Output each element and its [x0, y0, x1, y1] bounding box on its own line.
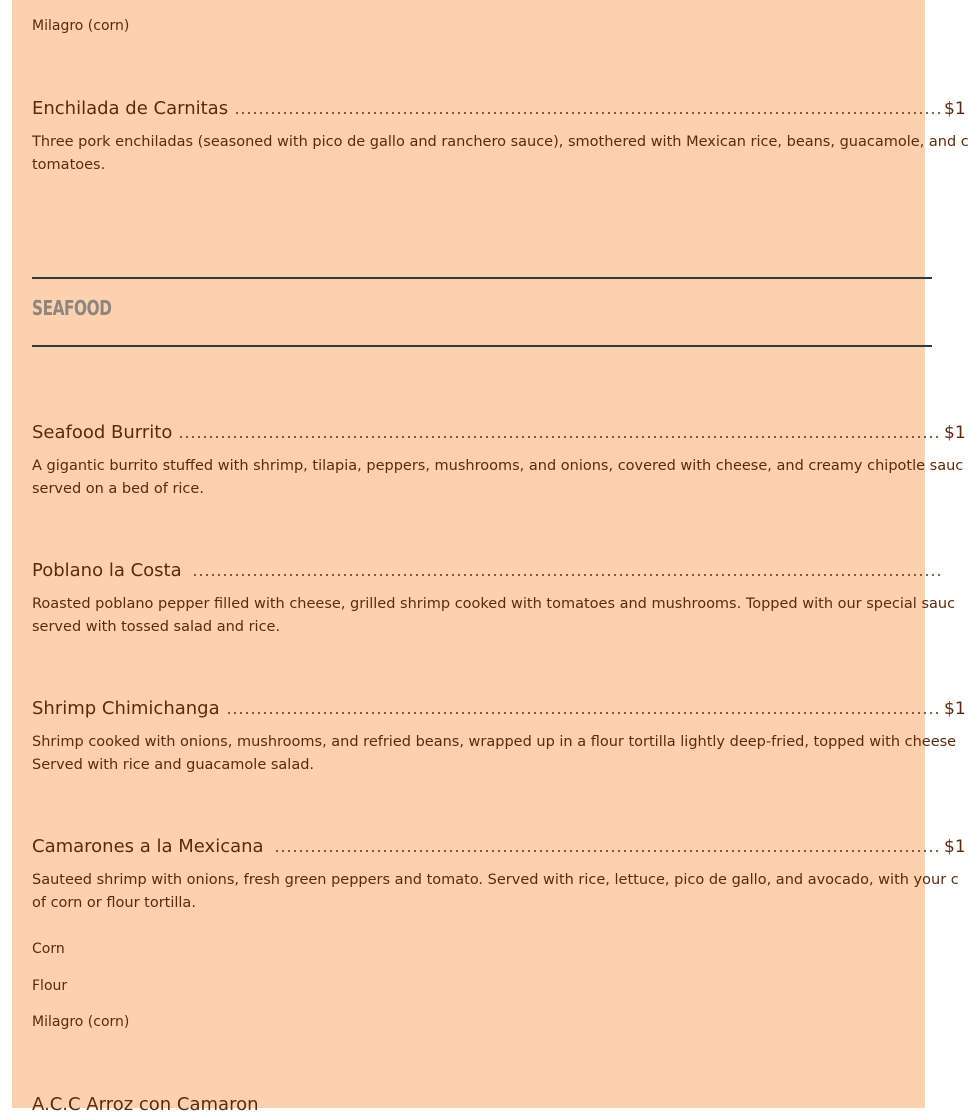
menu-item-camarones-a-la-mexicana	[32, 832, 966, 858]
description-line: Sauteed shrimp with onions, fresh green peppers and tomato. Served with rice, lettuce, pico de gallo, and avocado, with your c	[32, 872, 959, 888]
menu-item-description	[32, 593, 956, 639]
option-tag-milagro-corn: Milagro (corn)	[32, 1014, 130, 1030]
menu-page	[12, 0, 969, 1115]
menu-item-shrimp-chimichanga	[32, 694, 966, 720]
menu-item-description	[32, 731, 957, 777]
menu-item-price: $1	[944, 699, 966, 719]
section-title: SEAFOOD	[32, 296, 112, 320]
menu-item-title: Poblano la Costa	[32, 560, 182, 581]
menu-item-description	[32, 869, 959, 915]
description-line: served on a bed of rice.	[32, 481, 204, 497]
menu-item-title: Shrimp Chimichanga	[32, 698, 220, 719]
menu-item-title: Enchilada de Carnitas	[32, 98, 229, 119]
description-line: tomatoes.	[32, 157, 106, 173]
description-line: Shrimp cooked with onions, mushrooms, and refried beans, wrapped up in a flour tortilla lightly deep-fried, topped with cheese	[32, 734, 957, 750]
dot-leader	[234, 111, 940, 115]
option-tag-flour: Flour	[32, 978, 68, 994]
menu-item-acc-arroz-con-camaron	[32, 1090, 962, 1116]
option-tag-milagro-corn: Milagro (corn)	[32, 18, 130, 34]
description-line: Served with rice and guacamole salad.	[32, 757, 315, 773]
menu-item-price: $1	[944, 99, 966, 119]
section-rule-bottom	[32, 345, 932, 347]
section-rule-top	[32, 277, 932, 279]
description-line: Roasted poblano pepper filled with cheese, grilled shrimp cooked with tomatoes and mushrooms. Topped with our special sauc	[32, 596, 956, 612]
dot-leader	[226, 711, 940, 715]
dot-leader	[192, 573, 940, 577]
menu-item-description	[32, 455, 964, 501]
description-line: of corn or flour tortilla.	[32, 895, 196, 911]
menu-item-seafood-burrito	[32, 418, 966, 444]
menu-item-description	[32, 131, 969, 177]
menu-item-price: $1	[944, 423, 966, 443]
description-line: served with tossed salad and rice.	[32, 619, 281, 635]
dot-leader	[178, 435, 940, 439]
description-line: A gigantic burrito stuffed with shrimp, tilapia, peppers, mushrooms, and onions, covered with cheese, and creamy chipotle sauc	[32, 458, 964, 474]
option-tag-corn: Corn	[32, 941, 65, 957]
menu-item-title: A.C.C Arroz con Camaron	[32, 1094, 259, 1115]
menu-item-title: Camarones a la Mexicana	[32, 836, 264, 857]
description-line: Three pork enchiladas (seasoned with pico de gallo and ranchero sauce), smothered with Mexican rice, beans, guacamole, and c	[32, 134, 969, 150]
menu-item-poblano-la-costa	[32, 556, 962, 582]
menu-item-price: $1	[944, 837, 966, 857]
menu-item-enchilada-de-carnitas	[32, 94, 966, 120]
dot-leader	[274, 849, 940, 853]
menu-item-title: Seafood Burrito	[32, 422, 173, 443]
